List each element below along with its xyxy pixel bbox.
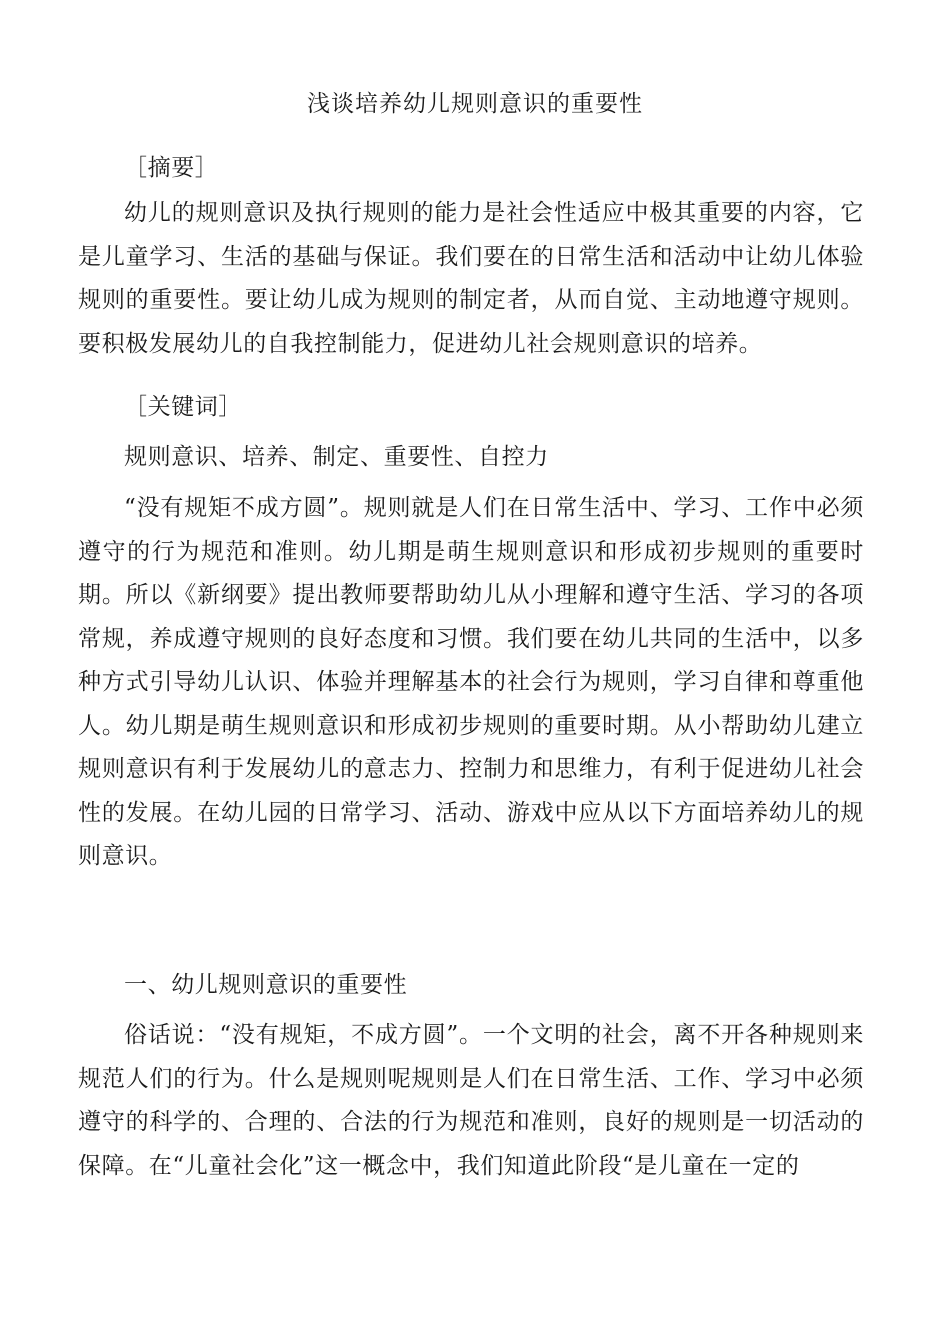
keywords-text: 规则意识、培养、制定、重要性、自控力 <box>124 444 549 470</box>
keywords-heading: ［关键词］ <box>124 394 242 420</box>
abstract-paragraph: 幼儿的规则意识及执行规则的能力是社会性适应中极其重要的内容，它是儿童学习、生活的基础与保证。我们要在的日常生活和活动中让幼儿体验规则的重要性。要让幼儿成为规则的制定者，从而自觉、主动地遵守规则。要积极发展幼儿的自我控制能力，促进幼儿社会规则意识的培养。 <box>78 200 864 357</box>
section-1-paragraph: 俗话说：“没有规矩，不成方圆”。一个文明的社会，离不开各种规则来规范人们的行为。什么是规则呢规则是人们在日常生活、工作、学习中必须遵守的科学的、合理的、合法的行为规范和准则，良好的规则是一切活动的保障。在“儿童社会化”这一概念中，我们知道此阶段“是儿童在一定的 <box>78 1022 864 1179</box>
document-title: 浅谈培养幼儿规则意识的重要性 <box>307 91 643 117</box>
abstract-heading: ［摘要］ <box>124 155 219 181</box>
section-heading-1: 一、幼儿规则意识的重要性 <box>124 972 408 998</box>
intro-paragraph: “没有规矩不成方圆”。规则就是人们在日常生活中、学习、工作中必须遵守的行为规范和准则。幼儿期是萌生规则意识和形成初步规则的重要时期。所以《新纲要》提出教师要帮助幼儿从小理解和遵守生活、学习的各项常规，养成遵守规则的良好态度和习惯。我们要在幼儿共同的生活中，以多种方式引导幼儿认识、体验并理解基本的社会行为规则，学习自律和尊重他人。幼儿期是萌生规则意识和形成初步规则的重要时期。从小帮助幼儿建立规则意识有利于发展幼儿的意志力、控制力和思维力，有利于促进幼儿社会性的发展。在幼儿园的日常学习、活动、游戏中应从以下方面培养幼儿的规则意识。 <box>78 495 864 869</box>
